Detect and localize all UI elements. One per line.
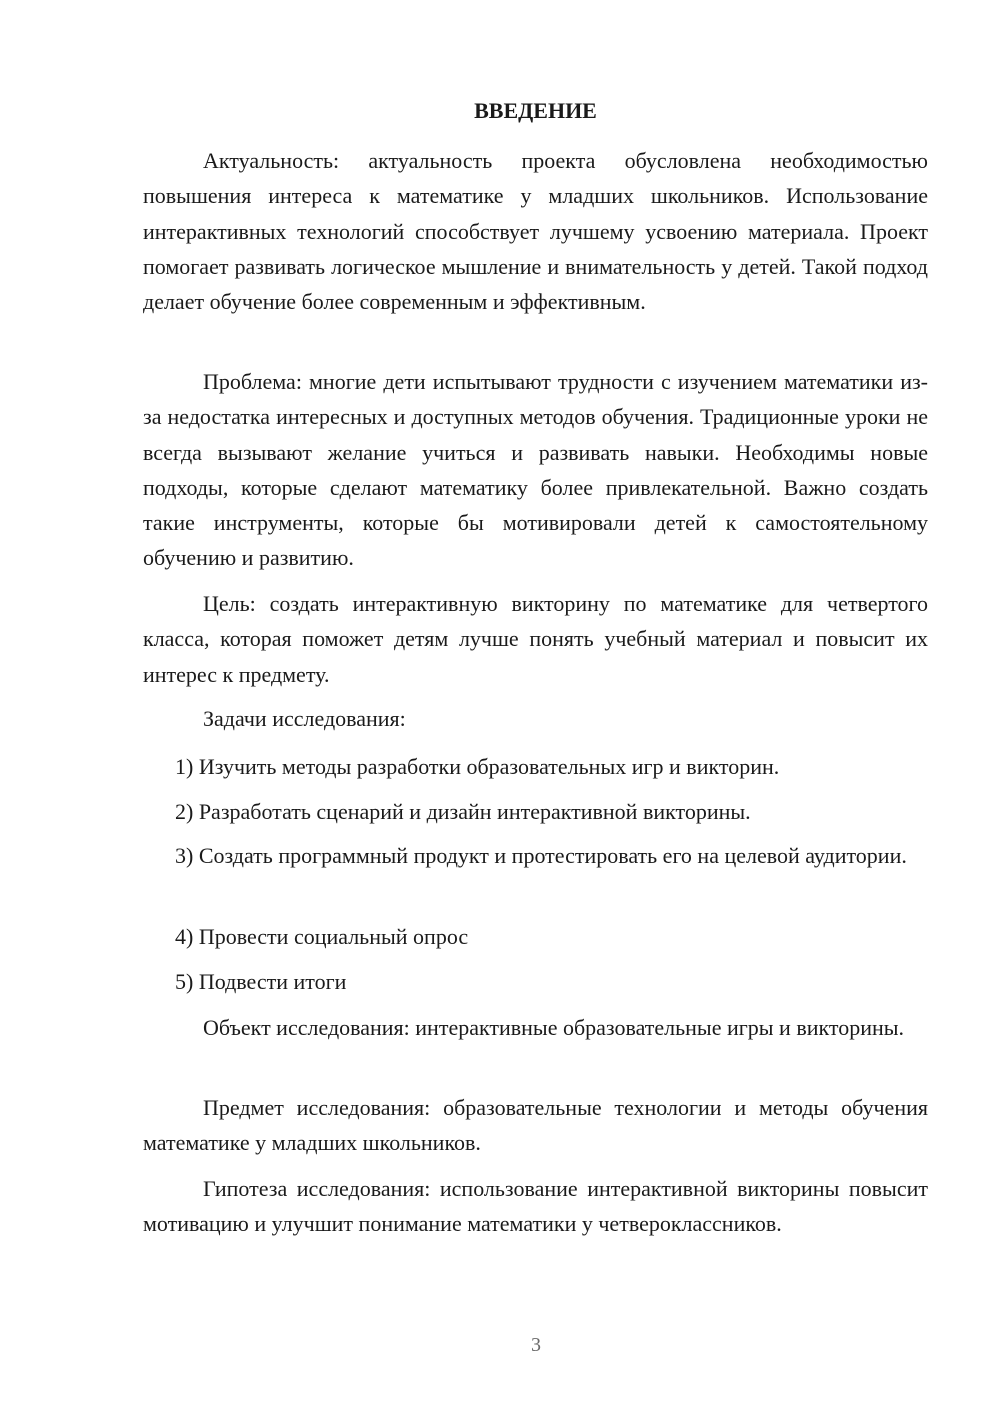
task-item-5: 5) Подвести итоги <box>175 969 347 994</box>
paragraph-problem: Проблема: многие дети испытывают трудности с изучением математики из-за недостатка интересных и доступных методов обучения. Традиционные уроки не всегда вызывают желание учиться и развивать навыки. Необходимы новые подходы, которые сделают математику более привлекательной. Важно создать такие инструменты, которые бы мотивировали детей к самостоятельному обучению и развитию. <box>143 369 928 571</box>
task-item-1: 1) Изучить методы разработки образовательных игр и викторин. <box>175 754 780 779</box>
page-number: 3 <box>531 1334 541 1356</box>
paragraph-relevance: Актуальность: актуальность проекта обусловлена необходимостью повышения интереса к математике у младших школьников. Использование интерактивных технологий способствует лучшему усвоению материала. Проект помогает развивать логическое мышление и внимательность у детей. Такой подход делает обучение более современным и эффективным. <box>143 148 928 315</box>
page-title: ВВЕДЕНИЕ <box>474 98 597 123</box>
tasks-heading: Задачи исследования: <box>203 706 406 731</box>
task-item-2: 2) Разработать сценарий и дизайн интерактивной викторины. <box>175 799 751 824</box>
task-item-3: 3) Создать программный продукт и протестировать его на целевой аудитории. <box>175 843 907 868</box>
paragraph-goal: Цель: создать интерактивную викторину по математике для четвертого класса, которая поможет детям лучше понять учебный материал и повысит их интерес к предмету. <box>143 591 928 687</box>
paragraph-hypothesis: Гипотеза исследования: использование интерактивной викторины повысит мотивацию и улучшит понимание математики у четвероклассников. <box>143 1176 928 1237</box>
paragraph-subject: Предмет исследования: образовательные технологии и методы обучения математике у младших школьников. <box>143 1095 928 1156</box>
task-item-4: 4) Провести социальный опрос <box>175 924 469 949</box>
paragraph-object: Объект исследования: интерактивные образовательные игры и викторины. <box>203 1015 905 1040</box>
